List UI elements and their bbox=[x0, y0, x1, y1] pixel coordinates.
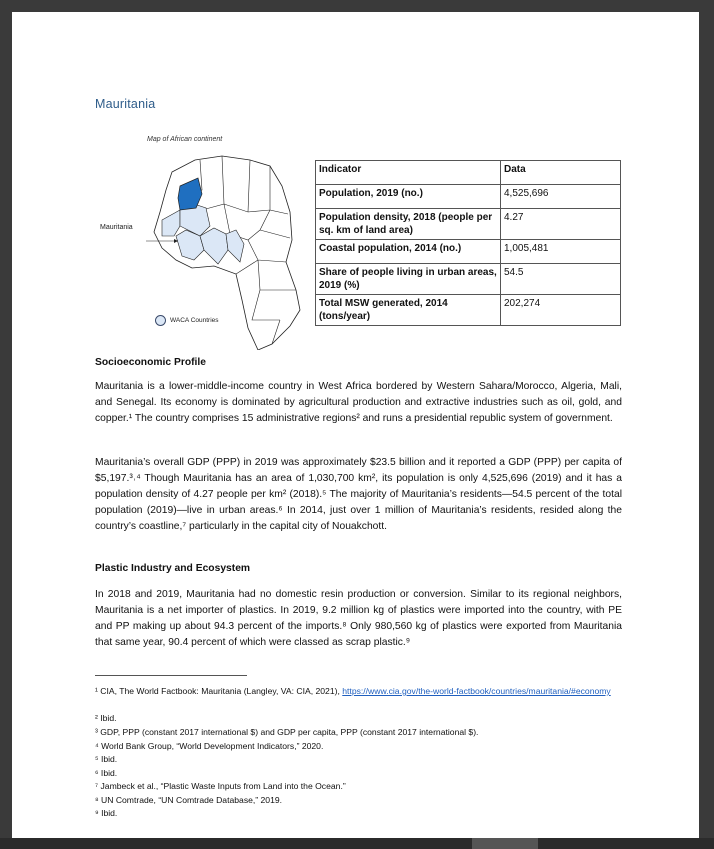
footnote-6: ⁶ Ibid. bbox=[95, 768, 118, 778]
paragraph: Mauritania’s overall GDP (PPP) in 2019 was approximately $23.5 billion and it reported a GDP (PPP) per capita of $5,197.³˒⁴ Though Mauritania has an area of 1,030,700 km², its population is only 4,525,696 (2019) and it has a population density of 4.27 people per km² (2018).⁵ The majority of Mauritania’s residents—54.5 percent of the total population (2019)—live in urban areas.⁶ In 2014, just over 1 million of Mauritania’s residents, resided along the country’s coastline,⁷ particularly in the capital city of Nouakchott. bbox=[95, 457, 622, 532]
scrollbar-thumb[interactable] bbox=[472, 838, 538, 849]
map-legend bbox=[155, 315, 219, 326]
map-caption: Map of African continent bbox=[147, 136, 223, 143]
table-cell-indicator: Population, 2019 (no.) bbox=[316, 185, 501, 209]
page-title: Mauritania bbox=[95, 97, 156, 111]
table-cell-value: 1,005,481 bbox=[501, 240, 621, 264]
table-row bbox=[316, 264, 621, 295]
viewer-bottom-bar bbox=[0, 838, 714, 849]
footnote-link[interactable]: https://www.cia.gov/the-world-factbook/countries/mauritania/#economy bbox=[342, 686, 611, 696]
table-header-indicator: Indicator bbox=[316, 161, 501, 185]
table-row bbox=[316, 295, 621, 326]
table-header-data: Data bbox=[501, 161, 621, 185]
section-heading-socioeconomic: Socioeconomic Profile bbox=[95, 357, 207, 368]
table-cell-indicator: Coastal population, 2014 (no.) bbox=[316, 240, 501, 264]
footnote-8: ⁸ UN Comtrade, “UN Comtrade Database,” 2019. bbox=[95, 795, 283, 805]
footnote-4: ⁴ World Bank Group, “World Development Indicators,” 2020. bbox=[95, 741, 324, 751]
section-heading-plastic: Plastic Industry and Ecosystem bbox=[95, 563, 251, 574]
document-page bbox=[12, 12, 699, 838]
footnote-3: ³ GDP, PPP (constant 2017 international $) and GDP per capita, PPP (constant 2017 international $). bbox=[95, 727, 479, 737]
table-row bbox=[316, 240, 621, 264]
footnote-5: ⁵ Ibid. bbox=[95, 754, 118, 764]
legend-label: WACA Countries bbox=[170, 317, 219, 324]
legend-circle-icon bbox=[155, 315, 166, 326]
footnote-9: ⁹ Ibid. bbox=[95, 808, 118, 818]
indicator-table bbox=[315, 160, 621, 326]
table-row bbox=[316, 185, 621, 209]
footnote-1 bbox=[95, 685, 622, 699]
table-cell-indicator: Total MSW generated, 2014 (tons/year) bbox=[316, 295, 501, 326]
footnote-7: ⁷ Jambeck et al., “Plastic Waste Inputs from Land into the Ocean.” bbox=[95, 781, 346, 791]
footnote-2: ² Ibid. bbox=[95, 713, 117, 723]
footnote-divider bbox=[95, 675, 247, 676]
table-cell-indicator: Population density, 2018 (people per sq. km of land area) bbox=[316, 209, 501, 240]
table-cell-value: 202,274 bbox=[501, 295, 621, 326]
table-cell-value: 4.27 bbox=[501, 209, 621, 240]
table-cell-indicator: Share of people living in urban areas, 2019 (%) bbox=[316, 264, 501, 295]
table-row bbox=[316, 209, 621, 240]
paragraph: In 2018 and 2019, Mauritania had no domestic resin production or conversion. Similar to its regional neighbors, Mauritania is a net importer of plastics. In 2019, 9.2 million kg of plastics were imported into the country, with PE and PP making up about 94.3 percent of the imports.⁸ Only 980,560 kg of plastics were exported from Mauritania that same year, 90.4 percent of which were classed as scrap plastic.⁹ bbox=[95, 589, 622, 648]
map-country-label: Mauritania bbox=[100, 224, 133, 231]
table-cell-value: 54.5 bbox=[501, 264, 621, 295]
footnote-text: ¹ CIA, The World Factbook: Mauritania (Langley, VA: CIA, 2021), bbox=[95, 686, 340, 696]
paragraph: Mauritania is a lower-middle-income country in West Africa bordered by Western Sahara/Morocco, Algeria, Mali, and Senegal. Its economy is dominated by agricultural production and extractive industries such as oil, gold, and copper.¹ The country comprises 15 administrative regions² and runs a presidential republic system of government. bbox=[95, 381, 622, 424]
table-cell-value: 4,525,696 bbox=[501, 185, 621, 209]
